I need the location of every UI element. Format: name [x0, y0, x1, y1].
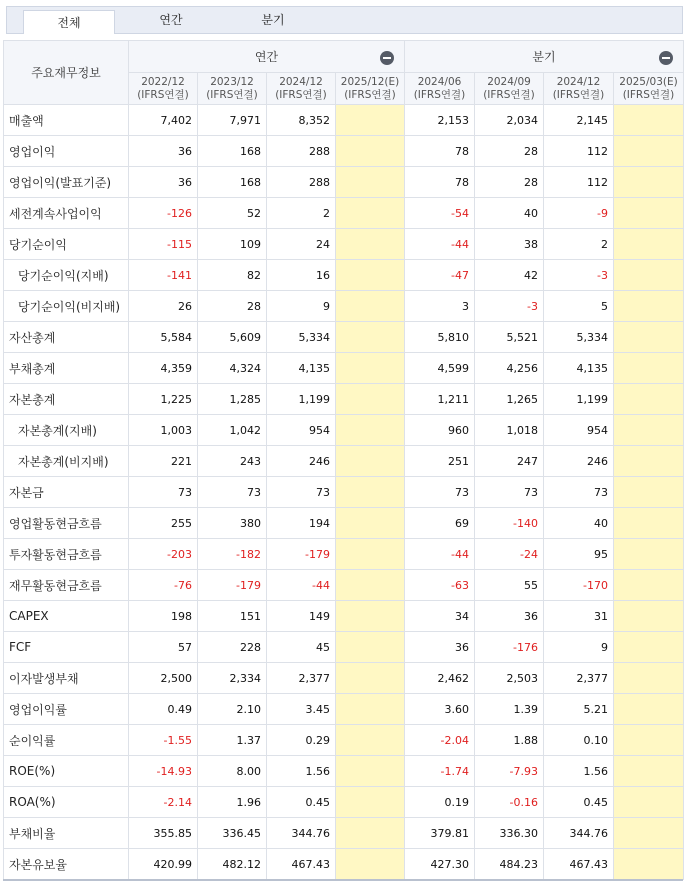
accounting-basis-label: (IFRS연결)	[275, 88, 327, 101]
value-cell: 5,584	[129, 322, 198, 353]
period-label: 2025/03(E)	[619, 75, 678, 88]
period-label: 2025/12(E)	[340, 75, 400, 88]
period-tab-bar	[6, 6, 683, 34]
value-cell: 168	[198, 136, 267, 167]
value-cell: 243	[198, 446, 267, 477]
row-label: 자본총계(지배)	[4, 415, 129, 446]
estimate-cell	[614, 446, 684, 477]
value-cell: 4,599	[405, 353, 475, 384]
value-cell: -63	[405, 570, 475, 601]
value-cell: 2,334	[198, 663, 267, 694]
value-cell: 28	[475, 136, 544, 167]
value-cell: 0.45	[267, 787, 336, 818]
value-cell: 221	[129, 446, 198, 477]
estimate-cell	[614, 508, 684, 539]
value-cell: 2.10	[198, 694, 267, 725]
value-cell: -182	[198, 539, 267, 570]
value-cell: 7,971	[198, 105, 267, 136]
value-cell: 28	[198, 291, 267, 322]
estimate-cell	[336, 477, 405, 508]
value-cell: -44	[405, 229, 475, 260]
row-label: 부채총계	[4, 353, 129, 384]
value-cell: 2,462	[405, 663, 475, 694]
table-row	[4, 477, 684, 508]
row-label: ROA(%)	[4, 787, 129, 818]
value-cell: -14.93	[129, 756, 198, 787]
collapse-annual-icon[interactable]	[380, 51, 394, 65]
estimate-cell	[336, 322, 405, 353]
estimate-cell	[614, 725, 684, 756]
value-cell: 251	[405, 446, 475, 477]
period-column-header	[336, 73, 405, 105]
value-cell: -203	[129, 539, 198, 570]
value-cell: 246	[544, 446, 614, 477]
row-label: CAPEX	[4, 601, 129, 632]
value-cell: 246	[267, 446, 336, 477]
estimate-cell	[614, 632, 684, 663]
value-cell: 112	[544, 136, 614, 167]
estimate-cell	[336, 539, 405, 570]
period-column-header	[614, 73, 684, 105]
table-row	[4, 601, 684, 632]
estimate-cell	[614, 570, 684, 601]
period-label: 2024/12	[556, 75, 601, 88]
tab-all[interactable]: 전체	[23, 10, 115, 34]
value-cell: 4,135	[544, 353, 614, 384]
value-cell: -140	[475, 508, 544, 539]
value-cell: 24	[267, 229, 336, 260]
value-cell: 2	[267, 198, 336, 229]
value-cell: 36	[129, 136, 198, 167]
value-cell: 73	[198, 477, 267, 508]
value-cell: 78	[405, 136, 475, 167]
value-cell: 45	[267, 632, 336, 663]
estimate-cell	[614, 105, 684, 136]
estimate-cell	[336, 136, 405, 167]
value-cell: 5,334	[544, 322, 614, 353]
table-row	[4, 787, 684, 818]
tab-annual[interactable]: 연간	[159, 13, 183, 27]
value-cell: 5,609	[198, 322, 267, 353]
value-cell: 36	[405, 632, 475, 663]
estimate-cell	[614, 229, 684, 260]
value-cell: 482.12	[198, 849, 267, 880]
value-cell: 1.37	[198, 725, 267, 756]
value-cell: -1.74	[405, 756, 475, 787]
table-row	[4, 322, 684, 353]
value-cell: 194	[267, 508, 336, 539]
value-cell: 420.99	[129, 849, 198, 880]
annual-group-header	[129, 41, 405, 73]
estimate-cell	[336, 508, 405, 539]
estimate-cell	[614, 167, 684, 198]
table-row	[4, 136, 684, 167]
period-column-header	[405, 73, 475, 105]
table-row	[4, 446, 684, 477]
value-cell: 5,334	[267, 322, 336, 353]
value-cell: 69	[405, 508, 475, 539]
table-row	[4, 384, 684, 415]
row-label: 영업이익률	[4, 694, 129, 725]
estimate-cell	[336, 384, 405, 415]
table-row	[4, 229, 684, 260]
value-cell: 0.19	[405, 787, 475, 818]
estimate-cell	[336, 105, 405, 136]
value-cell: 9	[544, 632, 614, 663]
accounting-basis-label: (IFRS연결)	[137, 88, 189, 101]
estimate-cell	[614, 663, 684, 694]
value-cell: 40	[475, 198, 544, 229]
value-cell: 168	[198, 167, 267, 198]
estimate-cell	[336, 415, 405, 446]
value-cell: -76	[129, 570, 198, 601]
value-cell: 73	[475, 477, 544, 508]
table-row	[4, 415, 684, 446]
value-cell: 82	[198, 260, 267, 291]
value-cell: 1,265	[475, 384, 544, 415]
value-cell: 26	[129, 291, 198, 322]
label-column-header: 주요재무정보	[4, 41, 129, 105]
row-label: 이자발생부채	[4, 663, 129, 694]
value-cell: 1.56	[267, 756, 336, 787]
value-cell: 1,042	[198, 415, 267, 446]
accounting-basis-label: (IFRS연결)	[413, 88, 466, 101]
row-label: 당기순이익	[4, 229, 129, 260]
estimate-cell	[614, 198, 684, 229]
value-cell: 344.76	[267, 818, 336, 849]
estimate-cell	[336, 229, 405, 260]
estimate-cell	[614, 694, 684, 725]
value-cell: -47	[405, 260, 475, 291]
accounting-basis-label: (IFRS연결)	[206, 88, 258, 101]
table-row	[4, 570, 684, 601]
value-cell: -7.93	[475, 756, 544, 787]
value-cell: -176	[475, 632, 544, 663]
value-cell: 2,153	[405, 105, 475, 136]
table-row	[4, 539, 684, 570]
value-cell: 3.45	[267, 694, 336, 725]
estimate-cell	[336, 353, 405, 384]
value-cell: 151	[198, 601, 267, 632]
value-cell: 8.00	[198, 756, 267, 787]
value-cell: 484.23	[475, 849, 544, 880]
estimate-cell	[614, 477, 684, 508]
value-cell: 355.85	[129, 818, 198, 849]
value-cell: 2	[544, 229, 614, 260]
tab-quarter[interactable]: 분기	[261, 13, 285, 27]
estimate-cell	[614, 353, 684, 384]
period-label: 2024/09	[487, 75, 531, 88]
value-cell: 78	[405, 167, 475, 198]
quarter-group-header	[405, 41, 684, 73]
value-cell: -126	[129, 198, 198, 229]
estimate-cell	[336, 787, 405, 818]
value-cell: 2,500	[129, 663, 198, 694]
value-cell: 4,135	[267, 353, 336, 384]
value-cell: 247	[475, 446, 544, 477]
period-column-header	[129, 73, 198, 105]
value-cell: 1,003	[129, 415, 198, 446]
estimate-cell	[336, 198, 405, 229]
financial-summary-table	[3, 40, 684, 880]
row-label: 당기순이익(비지배)	[4, 291, 129, 322]
value-cell: -3	[475, 291, 544, 322]
value-cell: 2,145	[544, 105, 614, 136]
value-cell: 4,324	[198, 353, 267, 384]
value-cell: 73	[129, 477, 198, 508]
value-cell: 52	[198, 198, 267, 229]
value-cell: 2,034	[475, 105, 544, 136]
value-cell: 5	[544, 291, 614, 322]
value-cell: 379.81	[405, 818, 475, 849]
estimate-cell	[614, 849, 684, 880]
row-label: 당기순이익(지배)	[4, 260, 129, 291]
value-cell: 1,199	[544, 384, 614, 415]
estimate-cell	[336, 818, 405, 849]
value-cell: 467.43	[544, 849, 614, 880]
value-cell: 42	[475, 260, 544, 291]
estimate-cell	[336, 570, 405, 601]
value-cell: 34	[405, 601, 475, 632]
estimate-cell	[614, 136, 684, 167]
table-row	[4, 632, 684, 663]
estimate-cell	[614, 260, 684, 291]
accounting-basis-label: (IFRS연결)	[483, 88, 535, 101]
value-cell: 960	[405, 415, 475, 446]
value-cell: 31	[544, 601, 614, 632]
collapse-quarter-icon[interactable]	[659, 51, 673, 65]
period-label: 2022/12	[141, 75, 185, 88]
value-cell: -44	[405, 539, 475, 570]
value-cell: -2.14	[129, 787, 198, 818]
value-cell: 1.39	[475, 694, 544, 725]
value-cell: 5.21	[544, 694, 614, 725]
value-cell: 3	[405, 291, 475, 322]
value-cell: -170	[544, 570, 614, 601]
row-label: 영업이익	[4, 136, 129, 167]
value-cell: -115	[129, 229, 198, 260]
value-cell: 228	[198, 632, 267, 663]
accounting-basis-label: (IFRS연결)	[552, 88, 605, 101]
period-label: 2023/12	[210, 75, 254, 88]
table-row	[4, 353, 684, 384]
table-row	[4, 849, 684, 880]
estimate-cell	[614, 787, 684, 818]
period-label: 2024/12	[279, 75, 323, 88]
value-cell: 4,359	[129, 353, 198, 384]
value-cell: 1,199	[267, 384, 336, 415]
value-cell: 55	[475, 570, 544, 601]
table-row	[4, 756, 684, 787]
estimate-cell	[336, 849, 405, 880]
row-label: 영업이익(발표기준)	[4, 167, 129, 198]
estimate-cell	[614, 818, 684, 849]
value-cell: -141	[129, 260, 198, 291]
table-row	[4, 694, 684, 725]
value-cell: 38	[475, 229, 544, 260]
value-cell: 1,225	[129, 384, 198, 415]
estimate-cell	[336, 632, 405, 663]
table-row	[4, 291, 684, 322]
estimate-cell	[614, 291, 684, 322]
estimate-cell	[336, 291, 405, 322]
accounting-basis-label: (IFRS연결)	[344, 88, 396, 101]
period-column-header	[267, 73, 336, 105]
row-label: 매출액	[4, 105, 129, 136]
value-cell: -3	[544, 260, 614, 291]
value-cell: 0.45	[544, 787, 614, 818]
value-cell: 109	[198, 229, 267, 260]
row-label: 자본총계	[4, 384, 129, 415]
value-cell: 1,285	[198, 384, 267, 415]
annual-group-title: 연간	[254, 50, 279, 64]
value-cell: 2,377	[267, 663, 336, 694]
value-cell: 1.56	[544, 756, 614, 787]
value-cell: 3.60	[405, 694, 475, 725]
estimate-cell	[336, 756, 405, 787]
estimate-cell	[614, 384, 684, 415]
value-cell: 0.10	[544, 725, 614, 756]
table-row	[4, 260, 684, 291]
table-row	[4, 105, 684, 136]
value-cell: -9	[544, 198, 614, 229]
estimate-cell	[614, 756, 684, 787]
value-cell: 336.30	[475, 818, 544, 849]
row-label: FCF	[4, 632, 129, 663]
value-cell: 288	[267, 167, 336, 198]
value-cell: 5,521	[475, 322, 544, 353]
value-cell: 9	[267, 291, 336, 322]
value-cell: 954	[544, 415, 614, 446]
table-row	[4, 508, 684, 539]
estimate-cell	[336, 167, 405, 198]
estimate-cell	[336, 260, 405, 291]
value-cell: 1.88	[475, 725, 544, 756]
value-cell: 198	[129, 601, 198, 632]
row-label: 영업활동현금흐름	[4, 508, 129, 539]
value-cell: 2,503	[475, 663, 544, 694]
estimate-cell	[336, 601, 405, 632]
row-label: 재무활동현금흐름	[4, 570, 129, 601]
value-cell: -179	[267, 539, 336, 570]
value-cell: -2.04	[405, 725, 475, 756]
row-label: 부채비율	[4, 818, 129, 849]
value-cell: 28	[475, 167, 544, 198]
value-cell: 344.76	[544, 818, 614, 849]
value-cell: -1.55	[129, 725, 198, 756]
value-cell: 16	[267, 260, 336, 291]
estimate-cell	[614, 601, 684, 632]
value-cell: 73	[405, 477, 475, 508]
value-cell: 57	[129, 632, 198, 663]
quarter-group-title: 분기	[532, 50, 556, 64]
value-cell: 288	[267, 136, 336, 167]
value-cell: 40	[544, 508, 614, 539]
value-cell: -24	[475, 539, 544, 570]
value-cell: 149	[267, 601, 336, 632]
value-cell: -179	[198, 570, 267, 601]
row-label: 자본총계(비지배)	[4, 446, 129, 477]
value-cell: 954	[267, 415, 336, 446]
row-label: 투자활동현금흐름	[4, 539, 129, 570]
value-cell: -54	[405, 198, 475, 229]
value-cell: 36	[129, 167, 198, 198]
value-cell: 7,402	[129, 105, 198, 136]
value-cell: 2,377	[544, 663, 614, 694]
estimate-cell	[614, 415, 684, 446]
period-label: 2024/06	[417, 75, 462, 88]
estimate-cell	[614, 322, 684, 353]
value-cell: 73	[544, 477, 614, 508]
value-cell: 4,256	[475, 353, 544, 384]
value-cell: 1.96	[198, 787, 267, 818]
estimate-cell	[336, 725, 405, 756]
value-cell: 1,018	[475, 415, 544, 446]
period-column-header	[475, 73, 544, 105]
period-column-header	[544, 73, 614, 105]
value-cell: 0.49	[129, 694, 198, 725]
value-cell: 380	[198, 508, 267, 539]
value-cell: 5,810	[405, 322, 475, 353]
value-cell: 255	[129, 508, 198, 539]
estimate-cell	[336, 694, 405, 725]
value-cell: 95	[544, 539, 614, 570]
value-cell: 73	[267, 477, 336, 508]
estimate-cell	[336, 663, 405, 694]
estimate-cell	[614, 539, 684, 570]
value-cell: 427.30	[405, 849, 475, 880]
value-cell: 1,211	[405, 384, 475, 415]
value-cell: 36	[475, 601, 544, 632]
row-label: 자본금	[4, 477, 129, 508]
row-label: 자본유보율	[4, 849, 129, 880]
row-label: 순이익률	[4, 725, 129, 756]
table-row	[4, 198, 684, 229]
value-cell: -0.16	[475, 787, 544, 818]
value-cell: 8,352	[267, 105, 336, 136]
table-row	[4, 725, 684, 756]
value-cell: -44	[267, 570, 336, 601]
table-row	[4, 167, 684, 198]
value-cell: 336.45	[198, 818, 267, 849]
value-cell: 0.29	[267, 725, 336, 756]
period-column-header	[198, 73, 267, 105]
row-label: 세전계속사업이익	[4, 198, 129, 229]
row-label: 자산총계	[4, 322, 129, 353]
table-row	[4, 818, 684, 849]
value-cell: 467.43	[267, 849, 336, 880]
accounting-basis-label: (IFRS연결)	[622, 88, 675, 101]
row-label: ROE(%)	[4, 756, 129, 787]
table-row	[4, 663, 684, 694]
value-cell: 112	[544, 167, 614, 198]
estimate-cell	[336, 446, 405, 477]
